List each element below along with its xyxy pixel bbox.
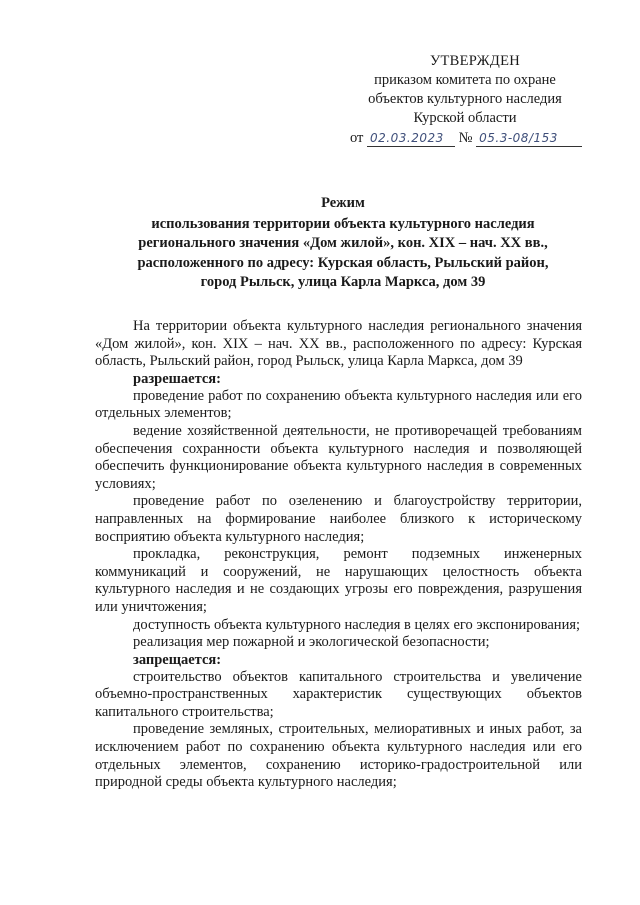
approved-stamp: УТВЕРЖДЕН (429, 53, 521, 69)
forbidden-item: строительство объектов капитального строительства и увеличение объемно-пространственных характеристик существующих объектов капитального строительства; (95, 668, 582, 720)
intro-paragraph: На территории объекта культурного наследия регионального значения «Дом жилой», кон. XIX – нач. XX вв., расположенного по адресу: Курская область, Рыльский район, город Рыльск, улица Карла Маркса, дом 39 (95, 318, 582, 370)
title-line-1: использования территории объекта культурного наследия (151, 215, 535, 232)
approval-line-2: объектов культурного наследия (368, 91, 562, 107)
order-reference (350, 129, 590, 151)
document-title (108, 194, 578, 293)
title-line-3: расположенного по адресу: Курская область, Рыльский район, (137, 254, 549, 271)
handwritten-number: 05.3-08/153 (476, 131, 582, 147)
from-label: от (350, 130, 364, 146)
forbidden-item: проведение земляных, строительных, мелиоративных и иных работ, за исключением работ по сохранению объекта культурного наследия или его отдельных элементов, сохранению историко-градостроительной или природной среды объекта культурного наследия; (95, 721, 582, 791)
number-sign: № (458, 130, 473, 146)
allowed-item: доступность объекта культурного наследия в целях его экспонирования; (133, 616, 581, 633)
allowed-item: проведение работ по озеленению и благоустройству территории, направленных на формирование наиболее близкого к историческому восприятию объекта культурного наследия; (95, 493, 582, 545)
handwritten-date: 02.03.2023 (367, 131, 455, 147)
document-body (95, 318, 582, 792)
allowed-heading: разрешается: (133, 370, 221, 387)
title-line-2: регионального значения «Дом жилой», кон. XIX – нач. XX вв., (138, 235, 548, 251)
allowed-item: прокладка, реконструкция, ремонт подземных инженерных коммуникаций и сооружений, не нарушающих целостность объекта культурного наследия и не создающих угрозы его повреждения, разрушения или уничтожения; (95, 546, 582, 615)
allowed-item: ведение хозяйственной деятельности, не противоречащей требованиям обеспечения сохранности объекта культурного наследия и позволяющей обеспечить функционирование объекта культурного наследия в современных условиях; (95, 422, 582, 492)
title-regime: Режим (321, 195, 365, 211)
approval-line-1: приказом комитета по охране (374, 72, 556, 88)
approval-line-3: Курской области (413, 110, 517, 126)
allowed-item: реализация мер пожарной и экологической безопасности; (133, 634, 490, 651)
forbidden-heading: запрещается: (133, 651, 222, 668)
allowed-item: проведение работ по сохранению объекта культурного наследия или его отдельных элементов; (95, 387, 582, 422)
approval-block (340, 52, 590, 151)
title-line-4: город Рыльск, улица Карла Маркса, дом 39 (200, 274, 486, 290)
